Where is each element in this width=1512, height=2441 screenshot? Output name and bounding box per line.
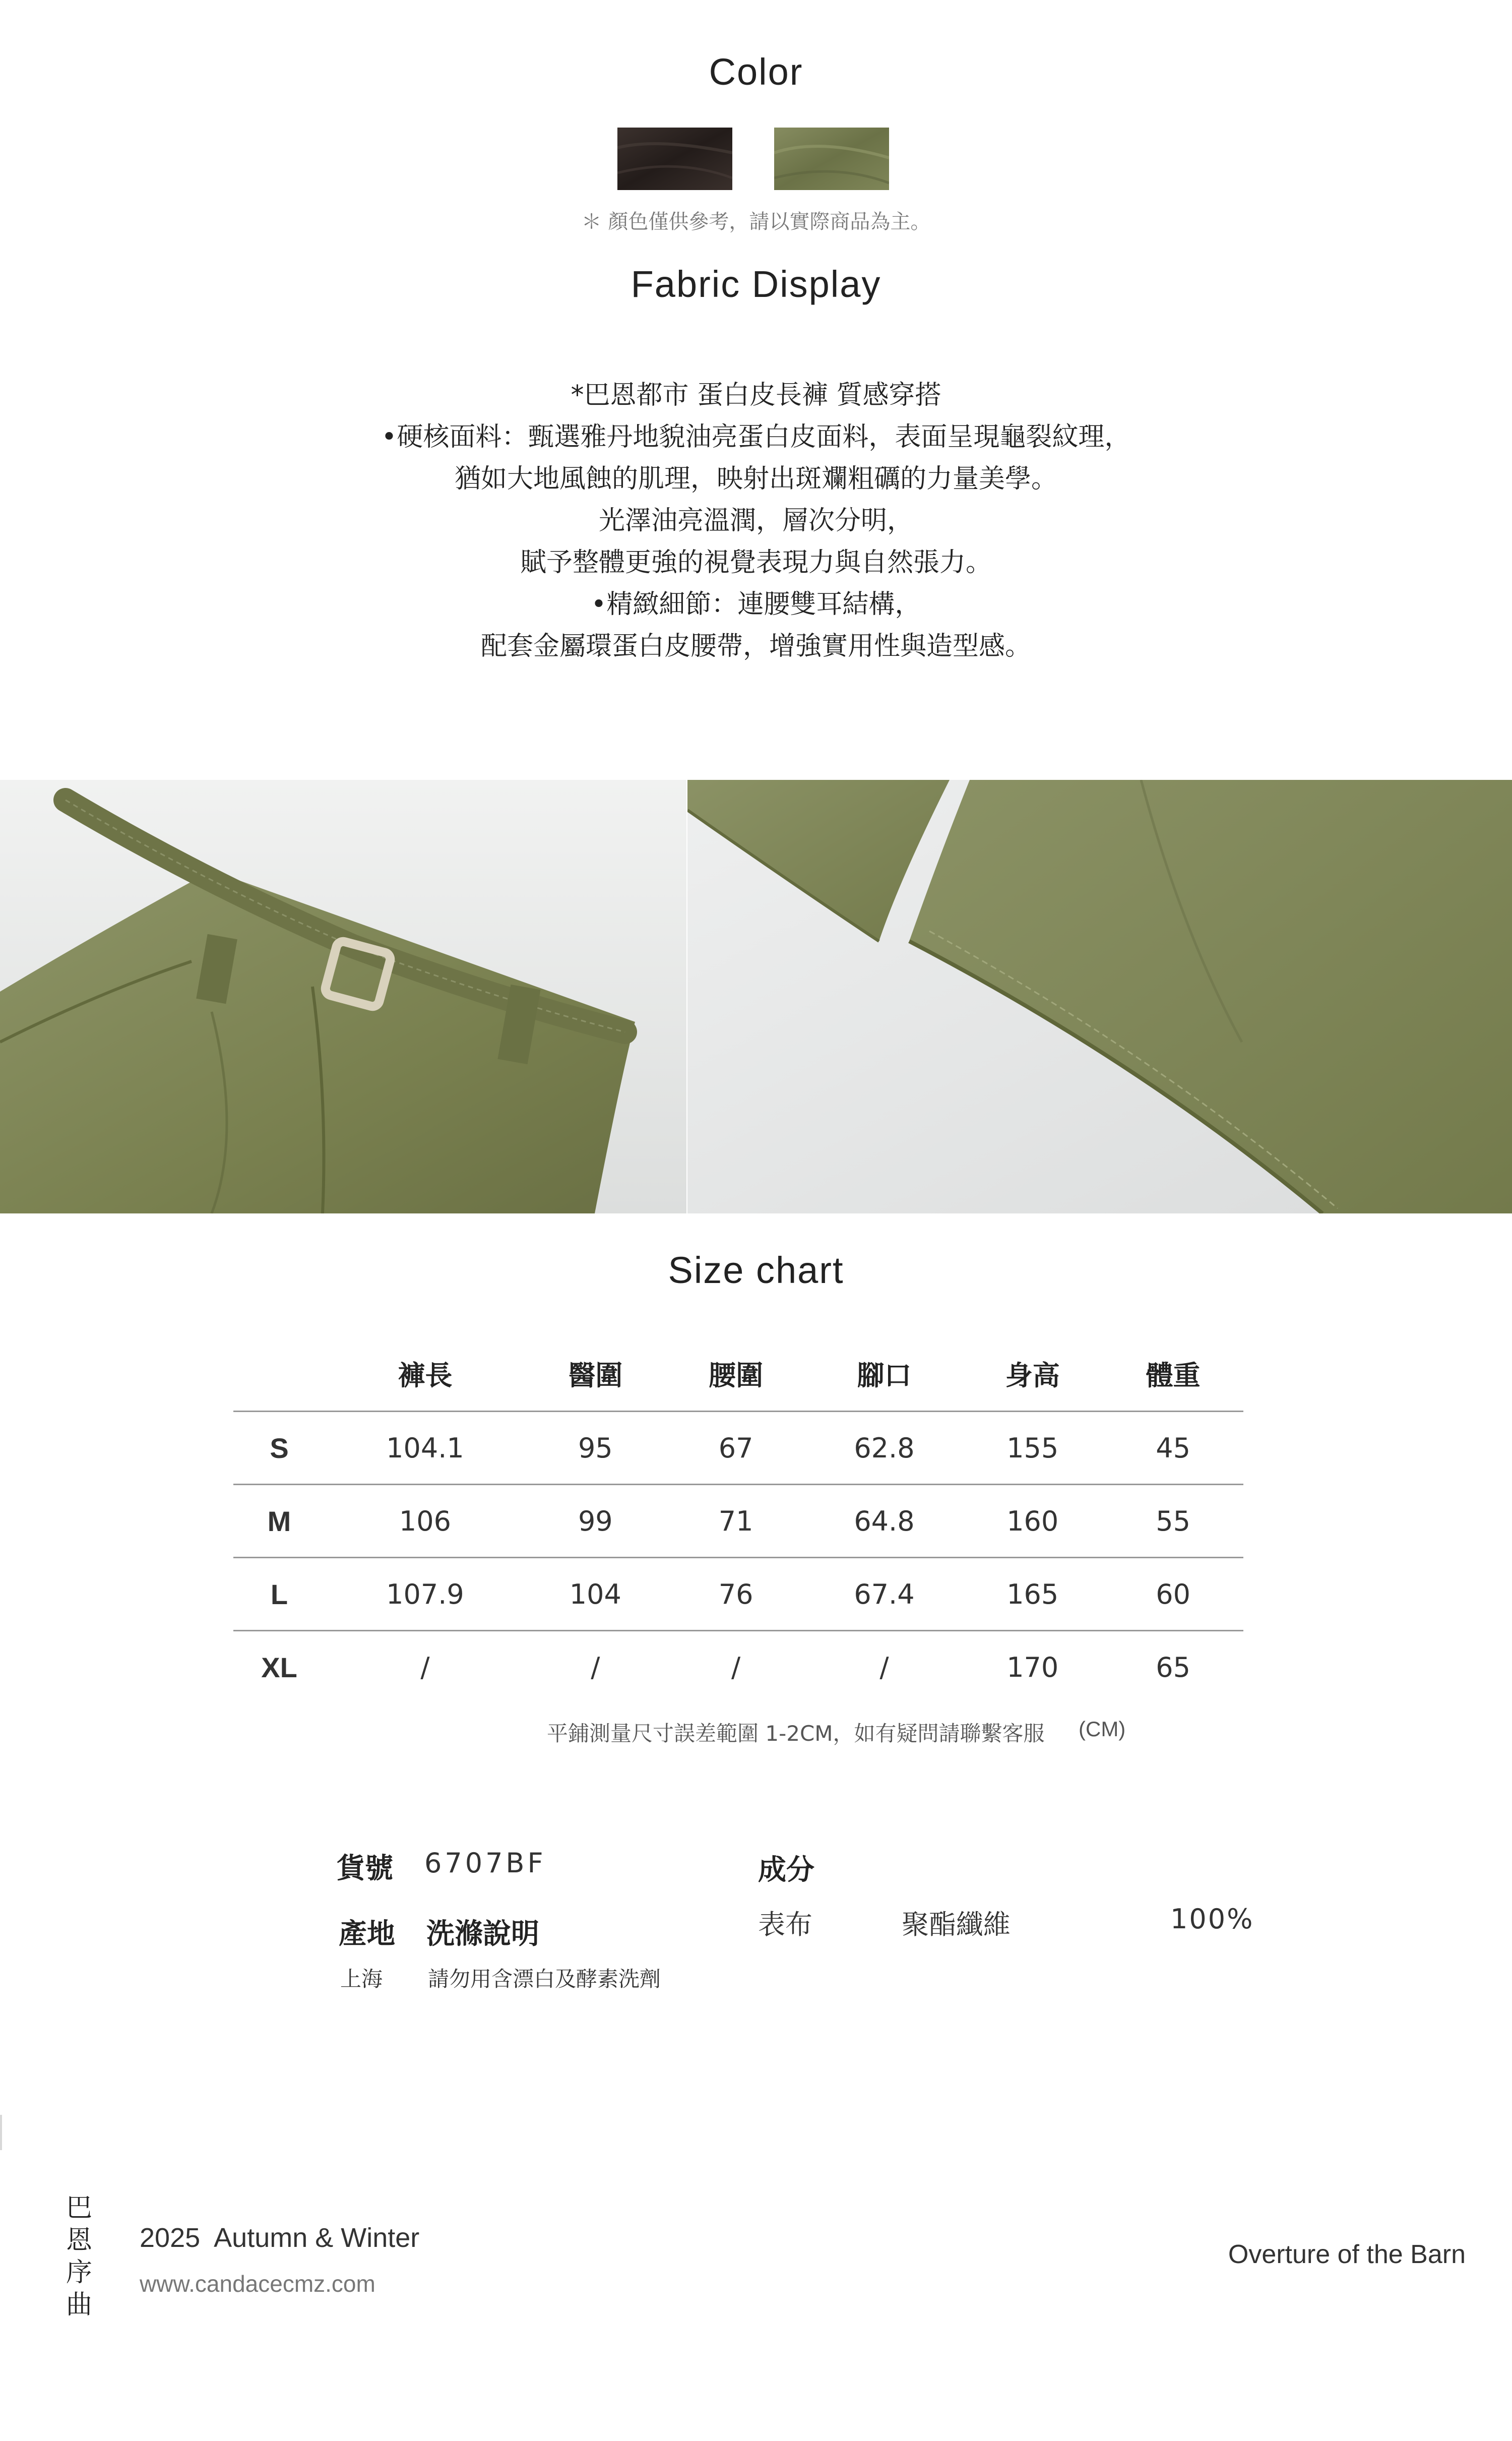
measurement-note: 平鋪測量尺寸誤差範圍 1-2CM，如有疑問請聯繫客服: [547, 1721, 1045, 1746]
composition-label: 成分: [758, 1854, 814, 1886]
header-blank: [233, 1336, 325, 1412]
sku-label: 貨號: [337, 1852, 393, 1885]
table-cell: /: [806, 1631, 963, 1703]
dark-brown-swatch: [617, 128, 732, 190]
brand-char: 恩: [66, 2225, 92, 2255]
size-label: XL: [233, 1631, 325, 1703]
edge-mark: [0, 2115, 2, 2150]
table-cell: 170: [962, 1631, 1103, 1703]
table-cell: 160: [962, 1485, 1103, 1558]
season-label: 2025 Autumn & Winter: [140, 2223, 420, 2253]
table-row: [233, 1631, 1243, 1703]
header-hip: 醫圍: [568, 1359, 623, 1391]
table-cell: /: [325, 1631, 525, 1703]
color-note: ＊ 顏色僅供參考，請以實際商品為主。: [581, 210, 931, 233]
website-link[interactable]: www.candacecmz.com: [140, 2271, 375, 2297]
wash-label: 洗滌說明: [426, 1918, 539, 1950]
table-cell: 76: [666, 1558, 806, 1631]
origin-value: 上海: [340, 1967, 383, 1991]
table-cell: /: [525, 1631, 666, 1703]
fabric-percent: 100%: [1170, 1903, 1254, 1935]
table-cell: 55: [1103, 1485, 1243, 1558]
fabric-line: 猶如大地風蝕的肌理，映射出斑斕粗礪的力量美學。: [454, 464, 1057, 494]
brand-char: 巴: [66, 2193, 92, 2223]
table-cell: 65: [1103, 1631, 1243, 1703]
table-cell: 104: [525, 1558, 666, 1631]
fabric-line: *巴恩都市 蛋白皮長褲 質感穿搭: [571, 380, 941, 410]
sku-value: 6707BF: [424, 1847, 546, 1879]
header-weight: 體重: [1146, 1359, 1201, 1391]
belt-detail-photo: [0, 780, 686, 1213]
table-cell: /: [666, 1631, 806, 1703]
table-cell: 107.9: [325, 1558, 525, 1631]
table-row: [233, 1412, 1243, 1485]
header-hem: 腳口: [857, 1359, 912, 1391]
table-row: [233, 1485, 1243, 1558]
fabric-line: •精緻細節：連腰雙耳結構，: [591, 589, 921, 620]
table-cell: 104.1: [325, 1412, 525, 1485]
size-label: L: [233, 1558, 325, 1631]
table-cell: 62.8: [806, 1412, 963, 1485]
table-cell: 155: [962, 1412, 1103, 1485]
size-table: [233, 1336, 1243, 1703]
wash-value: 請勿用含漂白及酵素洗劑: [428, 1967, 661, 1991]
table-cell: 45: [1103, 1412, 1243, 1485]
fabric-line: 配套金屬環蛋白皮腰帶，增強實用性與造型感。: [480, 631, 1031, 661]
fabric-line: 光澤油亮溫潤，層次分明，: [598, 506, 913, 536]
header-waist: 腰圍: [709, 1359, 764, 1391]
fabric-line: 賦予整體更強的視覺表現力與自然張力。: [520, 547, 992, 578]
size-label: S: [233, 1412, 325, 1485]
size-table-header: [233, 1336, 1243, 1412]
table-cell: 64.8: [806, 1485, 963, 1558]
table-row: [233, 1558, 1243, 1631]
table-cell: 95: [525, 1412, 666, 1485]
table-cell: 99: [525, 1485, 666, 1558]
table-cell: 165: [962, 1558, 1103, 1631]
olive-swatch: [774, 128, 889, 190]
header-height: 身高: [1005, 1359, 1060, 1391]
fabric-part: 表布: [758, 1909, 812, 1940]
table-cell: 67.4: [806, 1558, 963, 1631]
collection-name: Overture of the Barn: [1228, 2240, 1466, 2269]
size-chart-title: Size chart: [668, 1249, 844, 1291]
fabric-material: 聚酯纖維: [902, 1909, 1011, 1940]
table-cell: 106: [325, 1485, 525, 1558]
brand-char: 序: [66, 2257, 92, 2288]
table-cell: 67: [666, 1412, 806, 1485]
brand-char: 曲: [66, 2290, 92, 2320]
fabric-line: •硬核面料：甄選雅丹地貌油亮蛋白皮面料，表面呈現龜裂紋理，: [381, 422, 1131, 452]
table-cell: 71: [666, 1485, 806, 1558]
header-pants-length: 褲長: [398, 1359, 453, 1391]
fabric-description: [0, 375, 1512, 667]
color-title: Color: [709, 51, 803, 93]
fabric-title: Fabric Display: [631, 263, 881, 305]
hem-detail-photo: [687, 780, 1512, 1213]
size-label: M: [233, 1485, 325, 1558]
table-cell: 60: [1103, 1558, 1243, 1631]
brand-vertical: [64, 2192, 94, 2321]
origin-label: 產地: [339, 1918, 395, 1950]
unit-label: (CM): [1079, 1717, 1126, 1741]
